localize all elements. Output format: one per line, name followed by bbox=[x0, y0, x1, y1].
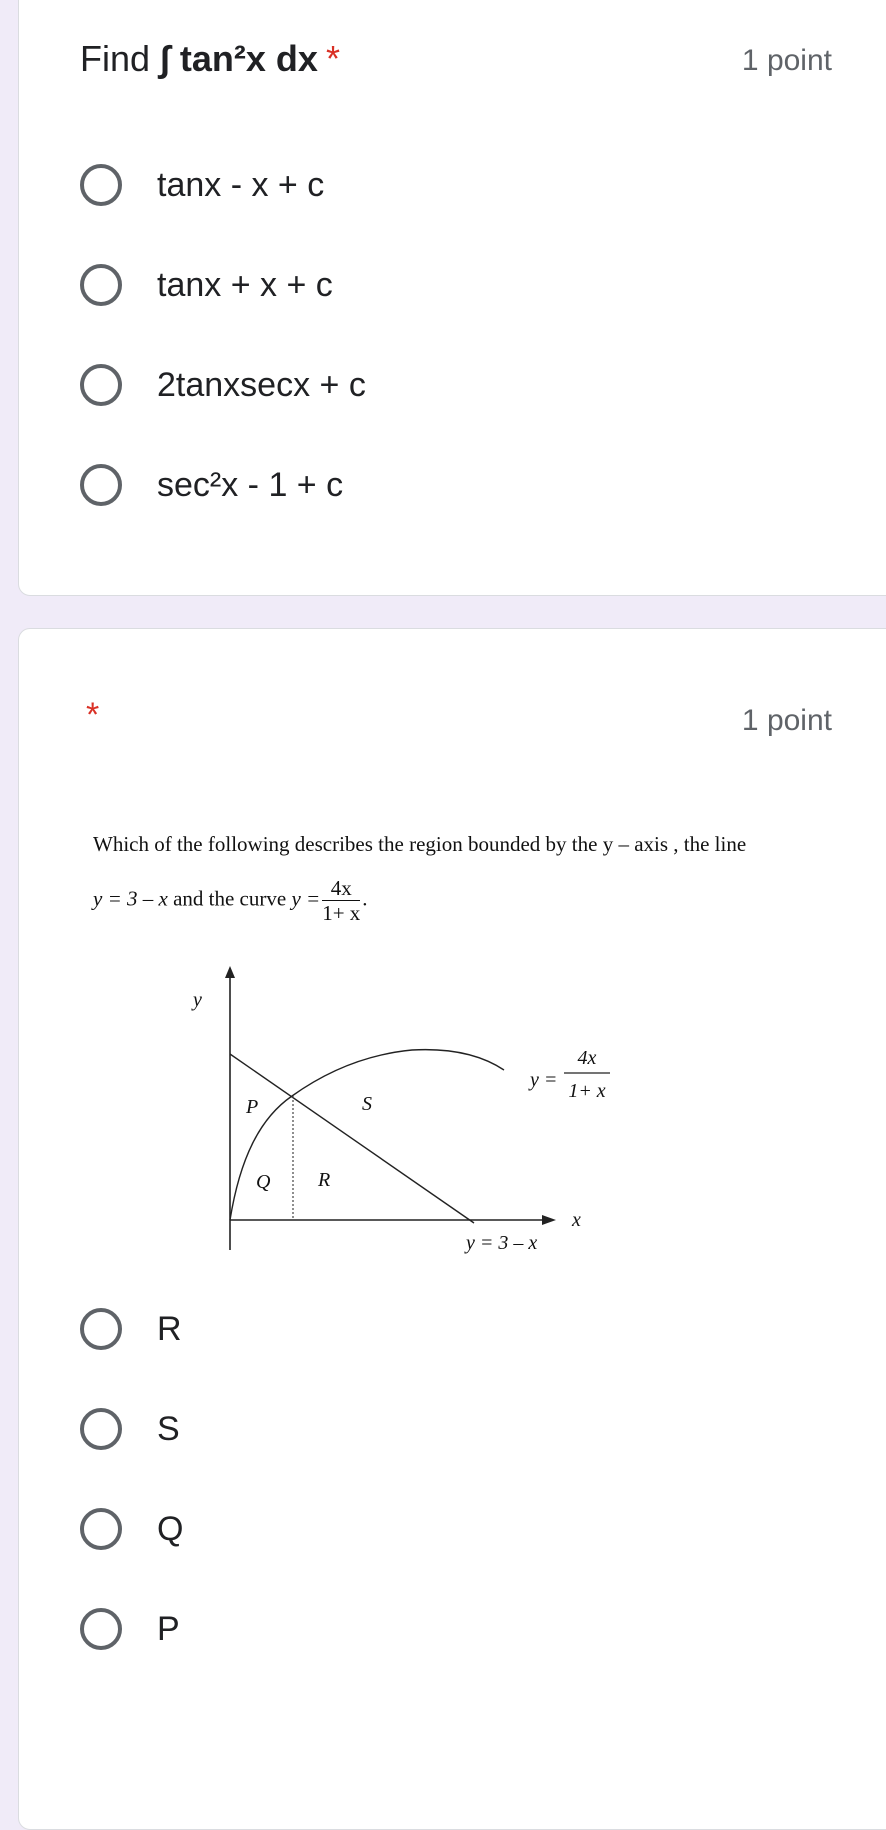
region-graph bbox=[180, 958, 640, 1258]
x-axis-arrow-icon bbox=[542, 1215, 556, 1225]
connector-text: and the curve bbox=[167, 886, 292, 911]
y-axis-label: y bbox=[193, 989, 202, 1011]
option-label: tanx + x + c bbox=[157, 265, 333, 304]
q1-option-2[interactable] bbox=[80, 260, 333, 310]
curve-4x-over-1-plus-x bbox=[230, 1050, 504, 1220]
radio-button[interactable] bbox=[80, 1408, 122, 1450]
radio-button[interactable] bbox=[80, 1608, 122, 1650]
option-label: tanx - x + c bbox=[157, 165, 325, 204]
radio-button[interactable] bbox=[80, 1308, 122, 1350]
radio-button[interactable] bbox=[80, 164, 122, 206]
curve-label-lhs: y = bbox=[530, 1069, 558, 1091]
question-2-points: 1 point bbox=[741, 704, 832, 737]
option-label: R bbox=[157, 1309, 182, 1348]
q2-option-r[interactable] bbox=[80, 1304, 182, 1354]
q1-option-1[interactable] bbox=[80, 160, 324, 210]
radio-button[interactable] bbox=[80, 364, 122, 406]
curve-equation-lhs: y = bbox=[291, 886, 321, 911]
line-y-3-minus-x bbox=[230, 1054, 474, 1223]
required-star: * bbox=[86, 696, 100, 734]
line-equation: y = 3 – x bbox=[93, 886, 168, 911]
title-prefix: Find bbox=[80, 38, 161, 79]
fraction-numerator: 4x bbox=[322, 876, 360, 901]
radio-button[interactable] bbox=[80, 1508, 122, 1550]
curve-label-denominator: 1+ x bbox=[568, 1080, 606, 1102]
option-label: sec²x - 1 + c bbox=[157, 465, 344, 504]
option-label: P bbox=[157, 1609, 180, 1648]
q2-option-s[interactable] bbox=[80, 1404, 180, 1454]
question-2-text-line-1: Which of the following describes the region bounded by the y – axis , the line bbox=[93, 832, 747, 856]
fraction-denominator: 1+ x bbox=[322, 901, 361, 925]
q2-option-q[interactable] bbox=[80, 1504, 183, 1554]
q1-option-3[interactable] bbox=[80, 360, 366, 410]
q1-option-4[interactable] bbox=[80, 460, 343, 510]
region-label-s: S bbox=[362, 1093, 372, 1115]
region-label-r: R bbox=[318, 1169, 331, 1191]
x-axis-label: x bbox=[572, 1209, 581, 1231]
required-star: * bbox=[325, 38, 340, 79]
q2-option-p[interactable] bbox=[80, 1604, 180, 1654]
option-label: S bbox=[157, 1409, 180, 1448]
region-label-q: Q bbox=[256, 1171, 271, 1193]
line-label: y = 3 – x bbox=[466, 1232, 538, 1254]
question-2-text-line-2 bbox=[93, 876, 368, 925]
curve-fraction bbox=[322, 876, 360, 925]
period: . bbox=[362, 886, 368, 911]
radio-button[interactable] bbox=[80, 464, 122, 506]
option-label: 2tanxsecx + c bbox=[157, 365, 366, 404]
y-axis-arrow-icon bbox=[225, 966, 235, 978]
radio-button[interactable] bbox=[80, 264, 122, 306]
question-1-title bbox=[80, 38, 340, 80]
question-1-points: 1 point bbox=[741, 44, 832, 77]
title-math: ∫ tan²x dx bbox=[160, 38, 318, 79]
option-label: Q bbox=[157, 1509, 184, 1548]
region-label-p: P bbox=[246, 1096, 259, 1118]
curve-label-numerator: 4x bbox=[577, 1047, 597, 1069]
